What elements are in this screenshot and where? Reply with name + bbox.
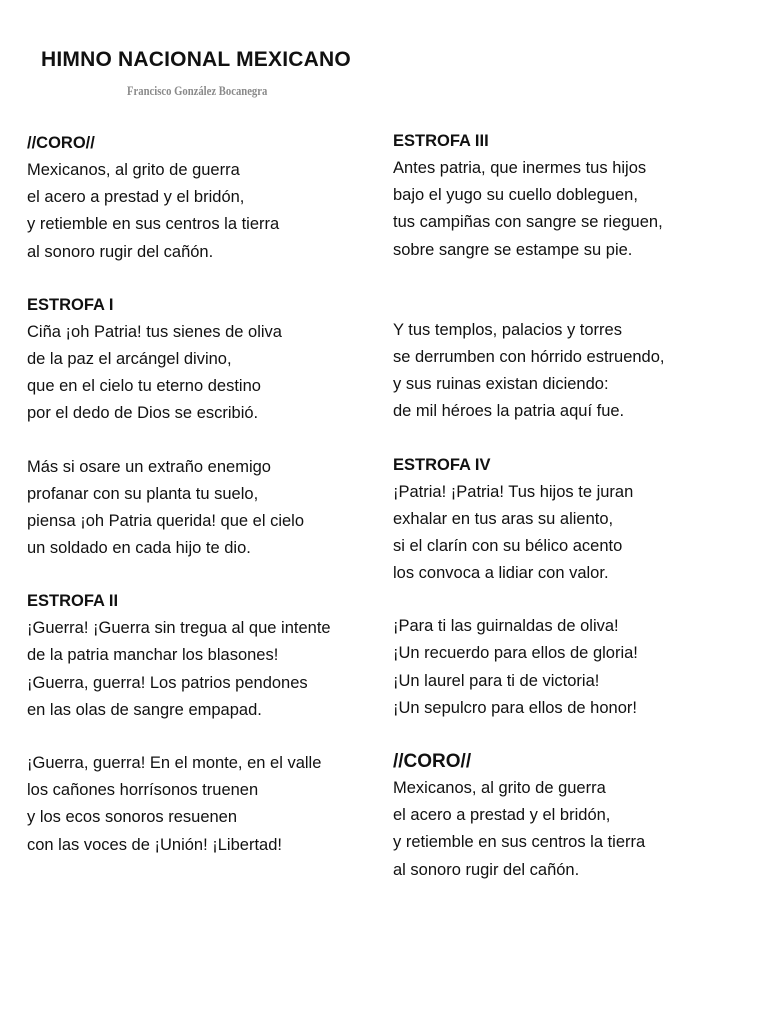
verse-line: ¡Un sepulcro para ellos de honor! (393, 698, 637, 717)
verse-line: sobre sangre se estampe su pie. (393, 240, 633, 259)
coro-section-left (27, 130, 382, 266)
verse-line: de mil héroes la patria aquí fue. (393, 402, 625, 421)
document-title: HIMNO NACIONAL MEXICANO (41, 48, 351, 71)
verse-line: y sus ruinas existan diciendo: (393, 375, 609, 394)
verse-line: en las olas de sangre empapad. (27, 700, 262, 719)
verse-line: que en el cielo tu eterno destino (27, 377, 261, 396)
verse-line: Y tus templos, palacios y torres (393, 320, 622, 339)
verse-line: al sonoro rugir del cañón. (27, 242, 214, 261)
verse-line: y retiemble en sus centros la tierra (27, 215, 280, 234)
verse-line: ¡Un recuerdo para ellos de gloria! (393, 644, 638, 663)
verse-line: ¡Guerra, guerra! En el monte, en el valle (27, 754, 322, 772)
verse-line: Antes patria, que inermes tus hijos (393, 159, 647, 177)
verse-line: el acero a prestad y el bridón, (27, 188, 245, 207)
verse-line: ¡Para ti las guirnaldas de oliva! (393, 617, 619, 636)
author-name: Francisco González Bocanegra (127, 83, 268, 98)
left-column (27, 130, 382, 859)
right-column (393, 128, 758, 884)
verse-line: Mexicanos, al grito de guerra (27, 161, 240, 179)
estrofa-4-section (393, 452, 758, 723)
verse-line: ¡Patria! ¡Patria! Tus hijos te juran (393, 482, 634, 501)
verse-line: bajo el yugo su cuello dobleguen, (393, 186, 638, 205)
verse-line: Ciña ¡oh Patria! tus sienes de oliva (27, 322, 282, 341)
verse-line: si el clarín con su bélico acento (393, 536, 623, 555)
estrofa-1-heading: ESTROFA I (27, 295, 114, 314)
verse-line: un soldado en cada hijo te dio. (27, 539, 251, 558)
verse-line: y los ecos sonoros resuenen (27, 808, 238, 827)
verse-line: Mexicanos, al grito de guerra (393, 779, 606, 797)
coro-heading: //CORO// (393, 751, 472, 772)
verse-line: se derrumben con hórrido estruendo, (393, 347, 665, 366)
verse-line: al sonoro rugir del cañón. (393, 860, 580, 879)
estrofa-2-section (27, 588, 382, 859)
verse-line: y retiemble en sus centros la tierra (393, 833, 646, 852)
verse-line: ¡Guerra, guerra! Los patrios pendones (27, 673, 308, 692)
verse-line: piensa ¡oh Patria querida! que el cielo (27, 511, 305, 530)
verse-line: el acero a prestad y el bridón, (393, 806, 611, 825)
estrofa-1-section (27, 292, 382, 563)
verse-line: de la paz el arcángel divino, (27, 349, 232, 368)
verse-line: Más si osare un extraño enemigo (27, 457, 271, 476)
estrofa-3-heading: ESTROFA III (393, 132, 489, 150)
verse-line: ¡Guerra! ¡Guerra sin tregua al que intente (27, 619, 331, 638)
verse-line: tus campiñas con sangre se rieguen, (393, 213, 663, 232)
estrofa-2-heading: ESTROFA II (27, 592, 119, 611)
verse-line: por el dedo de Dios se escribió. (27, 404, 259, 423)
coro-heading: //CORO// (27, 134, 95, 152)
verse-line: ¡Un laurel para ti de victoria! (393, 671, 600, 690)
coro-section-right (393, 748, 758, 884)
verse-line: profanar con su planta tu suelo, (27, 484, 259, 503)
verse-line: exhalar en tus aras su aliento, (393, 509, 614, 528)
estrofa-4-heading: ESTROFA IV (393, 455, 491, 474)
verse-line: de la patria manchar los blasones! (27, 646, 279, 665)
estrofa-3-section (393, 128, 758, 426)
verse-line: con las voces de ¡Unión! ¡Libertad! (27, 835, 282, 854)
verse-line: los convoca a lidiar con valor. (393, 564, 609, 583)
verse-line: los cañones horrísonos truenen (27, 781, 259, 800)
